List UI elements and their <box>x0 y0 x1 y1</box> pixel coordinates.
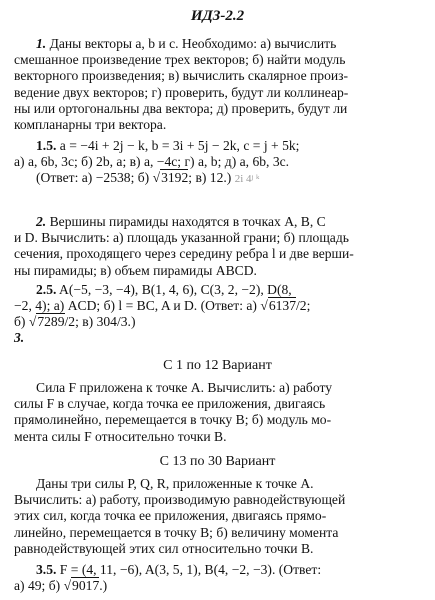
page-title: ИДЗ-2.2 <box>190 8 245 24</box>
task1-answer-sqrt: 3192 <box>161 170 189 186</box>
task1-variant-number: 1.5. <box>36 138 57 153</box>
task3-b-line-5: равнодействующей этих сил относительно точки B. <box>14 540 314 556</box>
task1-line-2: смешанное произведение трех векторов; б) найти модуль <box>14 52 346 68</box>
task3-heading-a: С 1 по 12 Вариант <box>163 358 272 373</box>
task3-heading-b: С 13 по 30 Вариант <box>159 454 276 469</box>
task3-b-line-3: этих сил, когда точка ее приложения, двигаясь прямо- <box>14 508 327 524</box>
task2-variant-number: 2.5. <box>36 282 57 297</box>
task3-paragraph-b <box>14 476 424 557</box>
task3-paragraph-a <box>14 380 424 445</box>
task3-variant-number: 3.5. <box>36 562 57 577</box>
task2-line-3: сечения, проходящего через середину ребра l и две верши- <box>14 246 354 262</box>
task1-line-1: 1. Даны векторы a, b и c. Необходимо: а) вычислить <box>36 36 337 51</box>
task3-a-line-3: прямолинейно, перемещается в точку B; б) модуль мо- <box>14 412 332 428</box>
task2-line-1: 2. Вершины пирамиды находятся в точках A, B, C <box>36 214 326 229</box>
task1-number: 1. <box>36 36 47 51</box>
task1-line-6: компланарны три вектора. <box>14 117 167 133</box>
task1-line-3: векторного произведения; в) вычислить скалярное произ- <box>14 68 349 84</box>
task3-variant-line-1: 3.5. F = (4, 11, −6), A(3, 5, 1), B(4, −2, −3). (Ответ: <box>36 562 322 577</box>
task2-variant-line-2: −2, 4); а) ACD; б) l = BC, A и D. (Ответ: а) √6137/2; <box>14 298 311 314</box>
task3-b-line-4: линейно, перемещается в точку B; б) величину момента <box>14 524 339 540</box>
task3-a-line-4: мента силы F относительно точки B. <box>14 428 227 444</box>
task2-line-4: ны пирамиды; в) объем пирамиды ABCD. <box>14 262 257 278</box>
task3-number-row <box>14 330 424 346</box>
task3-b-line-2: Вычислить: а) работу, производимую равнодействующей <box>14 492 346 508</box>
task2-variant-line-3: б) √7289/2; в) 304/3.) <box>14 314 136 330</box>
task1-line-5: ны или ортогональны два вектора; д) проверить, будут ли <box>14 100 348 116</box>
task2-variant-line-1: 2.5. A(−5, −3, −4), B(1, 4, 6), C(3, 2, −2), D(8, <box>36 282 292 297</box>
task1-answer: (Ответ: а) −2538; б) √3192; в) 12.) 2i 4ʲ ᵏ <box>36 170 260 186</box>
task1-variant <box>14 138 424 188</box>
task3-number: 3. <box>14 330 25 345</box>
task3-a-line-1: Сила F приложена к точке A. Вычислить: а) работу <box>36 380 333 395</box>
task3-variant-line-2: а) 49; б) √9017.) <box>14 578 108 594</box>
task2-line-2: и D. Вычислить: а) площадь указанной грани; б) площадь <box>14 230 349 246</box>
task3-b-line-1: Даны три силы P, Q, R, приложенные к точке A. <box>36 476 314 491</box>
task1-variant-items: а) a, 6b, 3c; б) 2b, a; в) a, −4c; г) a, b; д) a, 6b, 3c. <box>14 154 290 170</box>
task2-statement <box>14 214 424 279</box>
task3-variant <box>14 562 424 594</box>
task2-number: 2. <box>36 214 47 229</box>
task1-statement <box>14 36 424 133</box>
task2-variant <box>14 282 424 331</box>
task3-a-line-2: силы F в случае, когда точка ее приложения, двигаясь <box>14 396 326 412</box>
task1-cutoff-fragment: 2i 4ʲ ᵏ <box>234 173 260 186</box>
task1-line-4: ведение двух векторов; г) проверить, будут ли коллинеар- <box>14 84 349 100</box>
task1-variant-vectors: 1.5. a = −4i + 2j − k, b = 3i + 5j − 2k, c = j + 5k; <box>36 138 300 153</box>
